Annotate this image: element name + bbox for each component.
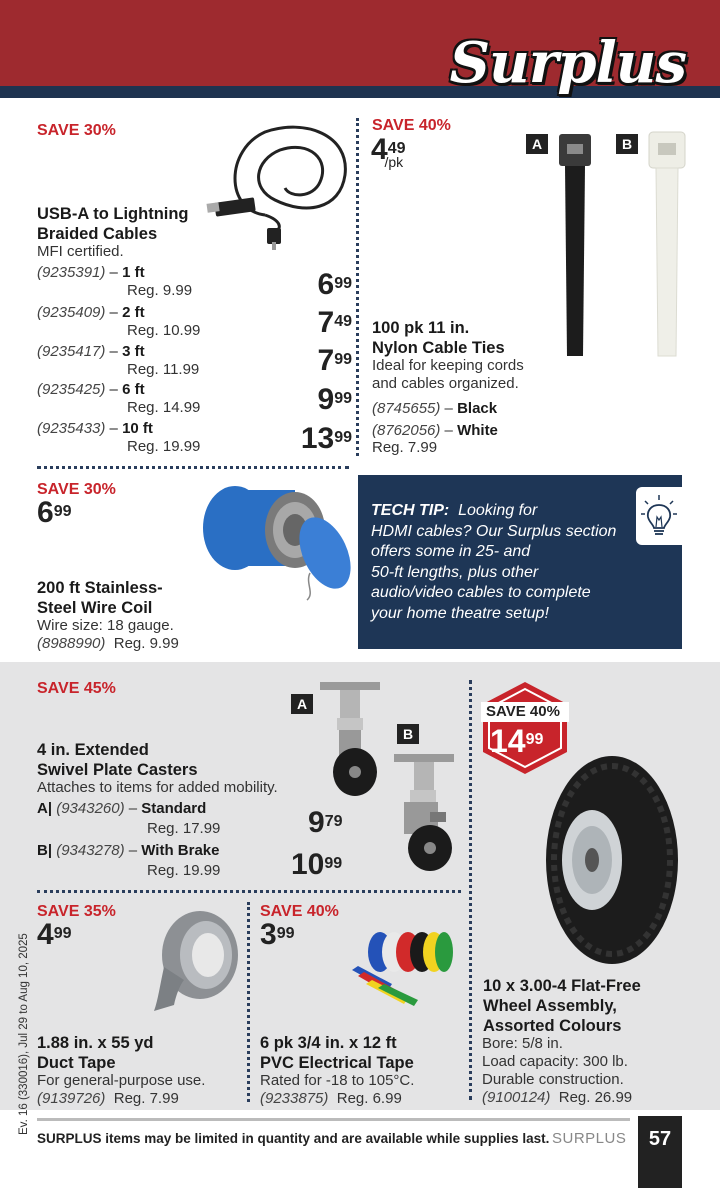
ties-desc: Ideal for keeping cords and cables organized. bbox=[372, 357, 524, 392]
caster-a-image bbox=[315, 680, 385, 800]
wheel-desc: Bore: 5/8 in. Load capacity: 300 lb. Durable construction. (9100124) Reg. 26.99 bbox=[482, 1035, 633, 1106]
white-cable-tie-image bbox=[645, 128, 689, 360]
cable-length: 10 ft bbox=[122, 420, 153, 437]
section-logo: Surplus bbox=[449, 30, 686, 96]
cables-title-line2: Braided Cables bbox=[37, 225, 158, 243]
cable-reg-price: Reg. 11.99 bbox=[127, 361, 200, 378]
ties-title: 100 pk 11 in. Nylon Cable Ties bbox=[372, 319, 505, 357]
cable-variant-row: (9235391) – 1 ft Reg. 9.99 $6^{99}$ bbox=[37, 264, 352, 301]
wire-price: $6^{99}$ bbox=[37, 496, 72, 529]
ties-price: $4^{49}_{/pk}$ bbox=[371, 133, 406, 170]
casters-save-label: SAVE 45% bbox=[37, 680, 116, 697]
caster-b-reg: Reg. 19.99 bbox=[147, 862, 221, 879]
ties-save-label: SAVE 40% bbox=[372, 117, 451, 134]
cable-reg-price: Reg. 10.99 bbox=[127, 322, 201, 339]
black-cable-tie-image bbox=[555, 128, 595, 360]
cable-variant-row: (9235409) – 2 ft Reg. 10.99 $7^{49}$ bbox=[37, 304, 352, 339]
caster-b-price: $10^{99}$ bbox=[291, 848, 343, 881]
cable-price: $6^{99}$ bbox=[317, 268, 352, 301]
caster-a-price: $9^{79}$ bbox=[308, 806, 343, 839]
tech-tip-box bbox=[358, 475, 682, 649]
divider-vertical-grey bbox=[469, 680, 472, 1100]
casters-desc: Attaches to items for added mobility. bbox=[37, 779, 278, 796]
cable-price: $7^{99}$ bbox=[317, 344, 352, 377]
cable-length: 2 ft bbox=[122, 304, 145, 321]
page-number: 57 bbox=[638, 1116, 682, 1188]
tie-tag-b: B bbox=[616, 134, 638, 154]
cable-length: 6 ft bbox=[122, 381, 145, 398]
tech-tip-text: TECH TIP: Looking for HDMI cables? Our Surplus section offers some in 25- and 50-ft lengths, plus other audio/video cables to complete your home theatre setup! bbox=[371, 502, 617, 622]
cable-variant-row: (9235417) – 3 ft Reg. 11.99 $7^{99}$ bbox=[37, 343, 352, 378]
wheel-title: 10 x 3.00-4 Flat-Free Wheel Assembly, Assorted Colours bbox=[483, 977, 641, 1035]
wire-title: 200 ft Stainless- Steel Wire Coil bbox=[37, 579, 163, 617]
cables-save-label: SAVE 30% bbox=[37, 122, 116, 139]
electrical-title: 6 pk 3/4 in. x 12 ft PVC Electrical Tape bbox=[260, 1034, 414, 1072]
electrical-sku-line: (9233875) Reg. 6.99 bbox=[260, 1090, 402, 1107]
cable-price: $13^{99}$ bbox=[300, 422, 352, 455]
cables-subtitle: MFI certified. bbox=[37, 243, 124, 260]
caster-b-image bbox=[390, 752, 464, 874]
cables-title bbox=[37, 204, 189, 244]
electrical-tape-image bbox=[348, 928, 454, 1008]
cable-variant-row: (9235425) – 6 ft Reg. 14.99 $9^{99}$ bbox=[37, 381, 352, 416]
wire-save-label: SAVE 30% bbox=[37, 481, 116, 498]
cables-title-line1: USB-A to Lightning bbox=[37, 205, 189, 223]
wire-desc: Wire size: 18 gauge. bbox=[37, 617, 174, 634]
divider-horizontal bbox=[37, 466, 349, 469]
cable-sku: (9235417) bbox=[37, 343, 106, 360]
cable-reg-price: Reg. 9.99 bbox=[127, 282, 193, 299]
cable-length: 1 ft bbox=[122, 264, 145, 281]
ties-reg-price: Reg. 7.99 bbox=[372, 439, 438, 456]
cable-variant-row: (9235433) – 10 ft Reg. 19.99 $13^{99}$ bbox=[37, 420, 352, 455]
tie-sku-a: (8745655) bbox=[372, 400, 441, 417]
tie-tag-a: A bbox=[526, 134, 548, 154]
cable-sku: (9235425) bbox=[37, 381, 106, 398]
duct-save-label: SAVE 35% bbox=[37, 903, 116, 920]
duct-sku-line: (9139726) Reg. 7.99 bbox=[37, 1090, 179, 1107]
duct-price: $4^{99}$ bbox=[37, 918, 72, 951]
wire-sku-line: (8988990) Reg. 9.99 bbox=[37, 635, 179, 652]
caster-a-reg: Reg. 17.99 bbox=[147, 820, 221, 837]
caster-b-line: B| (9343278) – With Brake bbox=[37, 842, 220, 859]
divider-vertical bbox=[356, 118, 359, 456]
footer-rule bbox=[37, 1118, 630, 1121]
wire-coil-image bbox=[195, 478, 355, 603]
wheel-save-label: SAVE 40% bbox=[486, 703, 560, 720]
caster-a-line: A| (9343260) – Standard bbox=[37, 800, 207, 817]
edition-note: Ev. 16 (330016), Jul 29 to Aug 10, 2025 bbox=[18, 933, 30, 1135]
divider-vertical-tapes bbox=[247, 902, 250, 1102]
cable-reg-price: Reg. 19.99 bbox=[127, 438, 201, 455]
casters-title: 4 in. Extended Swivel Plate Casters bbox=[37, 741, 198, 779]
caster-tag-a: A bbox=[291, 694, 313, 714]
ties-variants: (8745655) – Black (8762056) – White bbox=[372, 400, 498, 439]
duct-tape-image bbox=[150, 905, 242, 1015]
electrical-save-label: SAVE 40% bbox=[260, 903, 339, 920]
footer-notice: SURPLUS items may be limited in quantity and are available while supplies last. bbox=[37, 1131, 550, 1146]
duct-title: 1.88 in. x 55 yd Duct Tape bbox=[37, 1034, 154, 1072]
cable-sku: (9235409) bbox=[37, 304, 106, 321]
tie-color-a: Black bbox=[457, 400, 498, 417]
lightbulb-icon-box bbox=[636, 487, 682, 545]
divider-horizontal-grey bbox=[37, 890, 461, 893]
caster-tag-b: B bbox=[397, 724, 419, 744]
electrical-price: $3^{99}$ bbox=[260, 918, 295, 951]
lightbulb-icon bbox=[636, 487, 682, 545]
wheel-image bbox=[540, 752, 680, 966]
tie-sku-b: (8762056) bbox=[372, 422, 441, 439]
cable-price: $9^{99}$ bbox=[317, 383, 352, 416]
footer-section-name: SURPLUS bbox=[552, 1130, 627, 1147]
wheel-price: $14^{99}$ bbox=[490, 723, 544, 759]
lightning-cable-image bbox=[205, 120, 355, 250]
duct-desc: For general-purpose use. bbox=[37, 1072, 206, 1089]
cable-price: $7^{49}$ bbox=[317, 306, 352, 339]
cable-length: 3 ft bbox=[122, 343, 145, 360]
electrical-desc: Rated for -18 to 105°C. bbox=[260, 1072, 415, 1089]
cable-sku: (9235391) bbox=[37, 264, 106, 281]
cable-reg-price: Reg. 14.99 bbox=[127, 399, 201, 416]
tie-color-b: White bbox=[457, 422, 498, 439]
cable-sku: (9235433) bbox=[37, 420, 106, 437]
